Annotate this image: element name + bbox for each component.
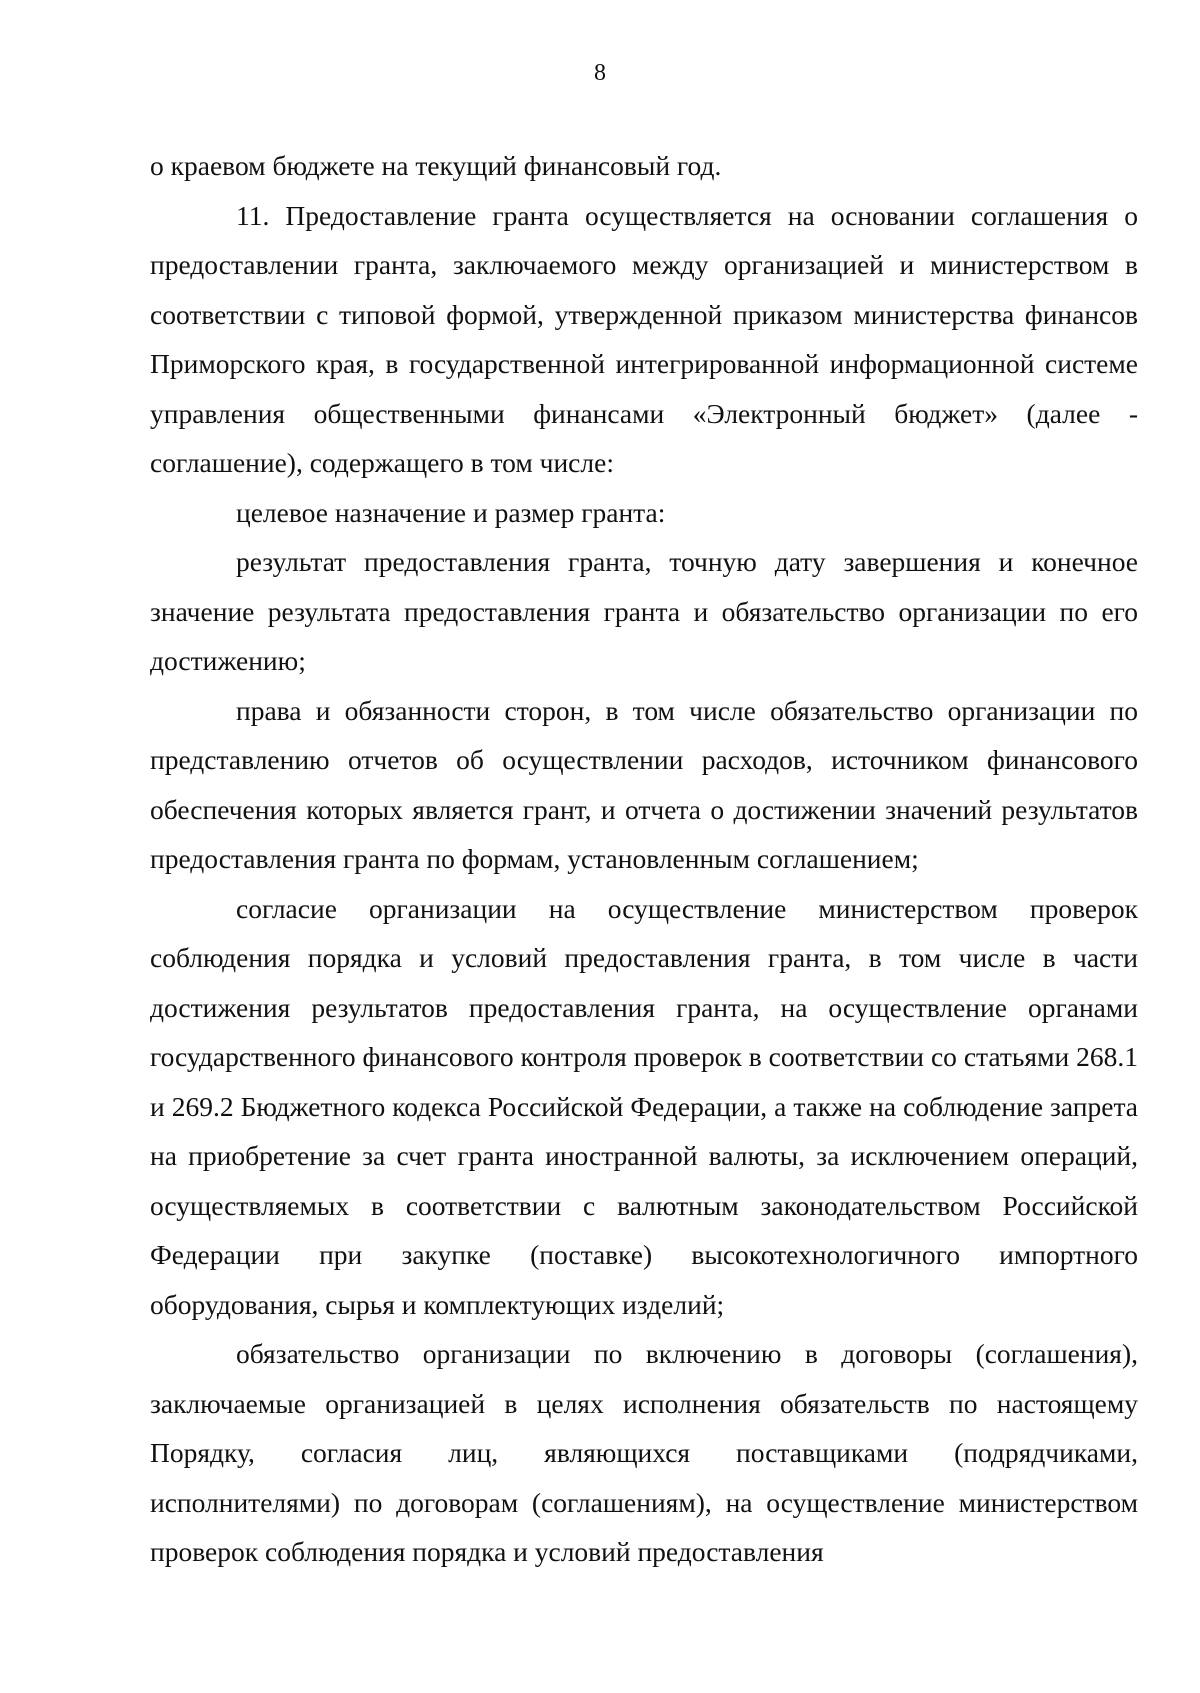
paragraph-item-result: результат предоставления гранта, точную дату завершения и конечное значение результата предоставления гранта и обязательство организации по его достижению; [150,546,1138,676]
page-number: 8 [594,60,606,86]
paragraph-clause-11: 11. Предоставление гранта осуществляется на основании соглашения о предоставлении гранта, заключаемого между организацией и министерством в соответствии с типовой формой, утвержденной приказом министерства финансов Приморского края, в государственной интегрированной информационной системе управления общественными финансами «Электронный бюджет» (далее - соглашение), содержащего в том числе: [150,199,1138,478]
paragraph-item-rights: права и обязанности сторон, в том числе обязательство организации по представлению отчетов об осуществлении расходов, источником финансового обеспечения которых является грант, и отчета о достижении значений результатов предоставления гранта по формам, установленным соглашением; [150,694,1138,874]
paragraph-item-obligation: обязательство организации по включению в договоры (соглашения), заключаемые организацией в целях исполнения обязательств по настоящему Порядку, согласия лиц, являющихся поставщиками (подрядчиками, исполнителями) по договорам (соглашениям), на осуществление министерством проверок соблюдения порядка и условий предоставления [150,1338,1138,1567]
paragraph-continuation: о краевом бюджете на текущий финансовый год. [150,150,722,181]
paragraph-item-purpose: целевое назначение и размер гранта: [236,496,666,528]
paragraph-item-consent: согласие организации на осуществление министерством проверок соблюдения порядка и условий предоставления гранта, в том числе в части достижения результатов предоставления гранта, на осуществление органами государственного финансового контроля проверок в соответствии со статьями 268.1 и 269.2 Бюджетного кодекса Российской Федерации, а также на соблюдение запрета на приобретение за счет гранта иностранной валюты, за исключением операций, осуществляемых в соответствии с валютным законодательством Российской Федерации при закупке (поставке) высокотехнологичного импортного оборудования, сырья и комплектующих изделий; [150,892,1138,1320]
document-body [150,141,1138,1577]
